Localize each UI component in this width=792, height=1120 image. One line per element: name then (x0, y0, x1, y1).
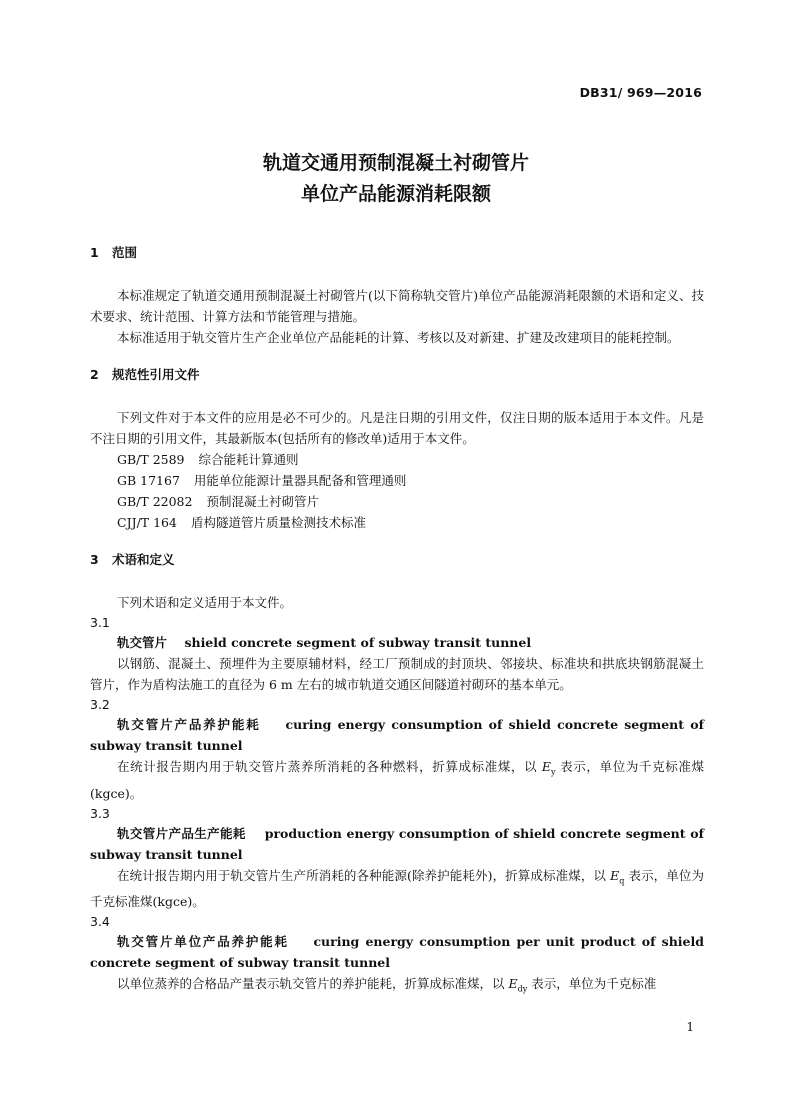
term-chinese: 轨交管片产品养护能耗 (117, 717, 261, 732)
paragraph: 下列文件对于本文件的应用是必不可少的。凡是注日期的引用文件，仅注日期的版本适用于本文件。凡是不注日期的引用文件，其最新版本(包括所有的修改单)适用于本文件。 (90, 410, 704, 446)
reference-title: 预制混凝土衬砌管片 (206, 494, 319, 509)
symbol-subscript: q (619, 876, 625, 885)
term-heading (90, 632, 704, 653)
reference-code: GB/T 2589 (117, 452, 185, 467)
reference-title: 用能单位能源计量器具配备和管理通则 (193, 473, 407, 488)
reference-item (90, 491, 704, 512)
term-heading (90, 823, 704, 865)
term-definition (90, 756, 704, 804)
title-line-2: 单位产品能源消耗限额 (300, 183, 491, 205)
section-title: 规范性引用文件 (112, 367, 200, 382)
page-number: 1 (686, 1020, 694, 1034)
term-number: 3.1 (90, 615, 110, 630)
term-chinese: 轨交管片单位产品养护能耗 (117, 934, 289, 949)
term-chinese: 轨交管片产品生产能耗 (117, 825, 246, 841)
definition-text: 表示，单位为千克标准 (527, 976, 657, 991)
section-title: 范围 (112, 245, 138, 260)
term-chinese: 轨交管片 (117, 635, 168, 650)
document-title (0, 148, 792, 210)
definition-text: 表示，单位为千克标准煤(kgce)。 (90, 759, 704, 801)
reference-title: 综合能耗计算通则 (198, 452, 299, 467)
section-heading-terms-definitions (90, 550, 704, 570)
term-english: production energy consumption of shield concrete segment of subway transit tunnel (90, 825, 704, 862)
paragraph: 下列术语和定义适用于本文件。 (117, 595, 293, 610)
symbol-subscript: y (551, 767, 556, 777)
symbol: E (541, 759, 552, 774)
title-line-1: 轨道交通用预制混凝土衬砌管片 (262, 152, 529, 174)
definition-text: 表示，单位为千克标准煤(kgce)。 (90, 867, 704, 909)
reference-item (90, 449, 704, 470)
reference-item (90, 470, 704, 491)
symbol: E (508, 976, 518, 991)
term-heading (90, 714, 704, 756)
section-number: 2 (90, 367, 99, 382)
term-number: 3.2 (90, 697, 110, 712)
term-number: 3.3 (90, 805, 110, 821)
section-heading-scope (90, 243, 704, 263)
term-definition (90, 973, 704, 1000)
term-number: 3.4 (90, 914, 110, 929)
section-title: 术语和定义 (112, 552, 175, 567)
term-definition: 以钢筋、混凝土、预埋件为主要原辅材料，经工厂预制成的封顶块、邻接块、标准块和拱底块钢筋混凝土管片，作为盾构法施工的直径为 6 m 左右的城市轨道交通区间隧道衬砌环的基本单元。 (90, 656, 704, 692)
term-heading (90, 931, 704, 973)
definition-text: 以单位蒸养的合格品产量表示轨交管片的养护能耗，折算成标准煤，以 (117, 976, 509, 991)
standard-code: DB31/ 969—2016 (579, 85, 702, 100)
symbol: E (610, 867, 620, 883)
reference-item (90, 512, 704, 533)
reference-title: 盾构隧道管片质量检测技术标准 (190, 515, 366, 530)
term-english: curing energy consumption of shield concrete segment of subway transit tunnel (90, 717, 704, 753)
reference-code: CJJ/T 164 (117, 515, 177, 530)
section-number: 1 (90, 245, 99, 260)
reference-code: GB 17167 (117, 473, 180, 488)
term-english: curing energy consumption per unit product of shield concrete segment of subway transit tunnel (90, 934, 704, 970)
definition-text: 在统计报告期内用于轨交管片蒸养所消耗的各种燃料，折算成标准煤，以 (117, 759, 542, 774)
reference-code: GB/T 22082 (117, 494, 193, 509)
paragraph: 本标准适用于轨交管片生产企业单位产品能耗的计算、考核以及对新建、扩建及改建项目的能耗控制。 (117, 330, 680, 345)
definition-text: 在统计报告期内用于轨交管片生产所消耗的各种能源(除养护能耗外)，折算成标准煤，以 (117, 867, 611, 883)
symbol-subscript: dy (517, 984, 528, 994)
document-body (90, 243, 704, 1000)
section-number: 3 (90, 552, 99, 567)
term-english: shield concrete segment of subway transit tunnel (184, 635, 532, 650)
paragraph: 本标准规定了轨道交通用预制混凝土衬砌管片(以下简称轨交管片)单位产品能源消耗限额的术语和定义、技术要求、统计范围、计算方法和节能管理与措施。 (90, 288, 704, 324)
term-definition (90, 865, 704, 913)
section-heading-normative-references (90, 365, 704, 385)
